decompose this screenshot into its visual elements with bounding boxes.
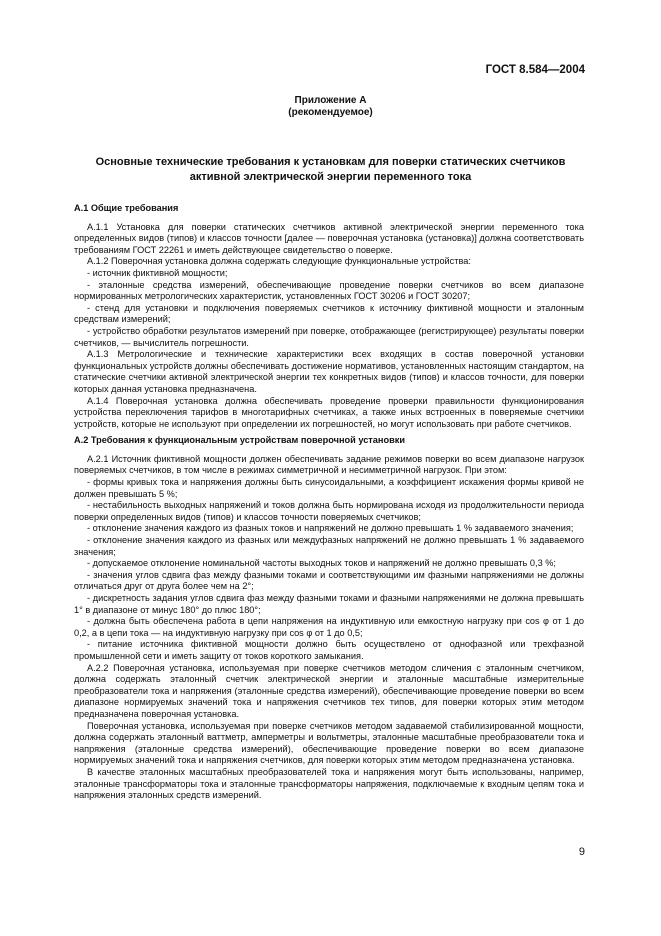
paragraph: В качестве эталонных масштабных преобразователей тока и напряжения могут быть использованы, например, эталонные трансформаторы тока и эталонные трансформаторы напряжения, подключаемые к входным цепям тока и напряжения эталонных средств измерений. — [74, 766, 584, 801]
document-body — [74, 203, 584, 802]
appendix-title — [0, 155, 661, 185]
list-item: - значения углов сдвига фаз между фазными токами и соответствующими им фазными напряжениями не должны отличаться друг от друга более чем на 2°; — [74, 569, 584, 592]
paragraph: А.1.3 Метрологические и технические характеристики всех входящих в состав поверочной установки функциональных устройств должны обеспечивать достижение нормативов, установленных настоящим стандартом, на статические счетчики активной электрической энергии тех конкретных видов (типов) и классов точности, для поверки которых данная установка предназначена. — [74, 349, 584, 394]
section-heading-a1: А.1 Общие требования — [74, 203, 179, 213]
list-item: - питание источника фиктивной мощности должно быть осуществлено от однофазной или трехфазной промышленной сети и иметь защиту от токов короткого замыкания. — [74, 639, 584, 661]
list-item: - эталонные средства измерений, обеспечивающие проведение поверки счетчиков во всем диапазоне нормированных метрологических характеристик, установленных ГОСТ 30206 и ГОСТ 30207; — [74, 279, 584, 302]
list-item: - должна быть обеспечена работа в цепи напряжения на индуктивную или емкостную нагрузку при cos φ от 1 до 0,2, а в цепи тока — на индуктивную нагрузку при cos φ от 1 до 0,5; — [74, 616, 584, 638]
paragraph: А.2.1 Источник фиктивной мощности должен обеспечивать задание режимов поверки во всем диапазоне нагрузок поверяемых счетчиков, в том числе в режимах симметричной и несимметричной нагрузок. При этом: — [74, 453, 584, 476]
section-heading-a2: А.2 Требования к функциональным устройствам поверочной установки — [74, 435, 405, 446]
standard-designation: ГОСТ 8.584—2004 — [485, 64, 585, 76]
title-line-2: активной электрической энергии переменного тока — [189, 171, 472, 183]
page-number: 9 — [578, 846, 585, 858]
appendix-note: (рекомендуемое) — [288, 107, 373, 118]
appendix-label: Приложение А — [294, 95, 367, 106]
list-item: - отклонение значения каждого из фазных или междуфазных напряжений не должно превышать 1 % задаваемого значения; — [74, 535, 584, 557]
appendix-heading — [0, 95, 661, 119]
paragraph: А.1.4 Поверочная установка должна обеспечивать проведение проверки правильности функционирования устройства переключения тарифов в многотарифных счетчиках, а также иных встроенных в поверяемые счетчики устройств, которые не используют при определении их погрешностей, но могут использовать при работе счетчиков. — [74, 395, 584, 429]
list-item: - дискретность задания углов сдвига фаз между фазными токами и фазными напряжениями не должна превышать 1° в диапазоне от минус 180° до плюс 180°; — [74, 593, 584, 615]
list-item: - устройство обработки результатов измерений при поверке, отображающее (регистрирующее) результаты поверки счетчиков, — вычислитель погрешности. — [74, 325, 584, 348]
paragraph: А.1.2 Поверочная установка должна содержать следующие функциональные устройства: — [87, 256, 471, 267]
list-item: - стенд для установки и подключения поверяемых счетчиков к источнику фиктивной мощности и эталонным средствам измерений; — [74, 302, 584, 325]
paragraph: А.2.2 Поверочная установка, используемая при поверке счетчиков методом сличения с эталонным счетчиком, должна содержать эталонный счетчик электрической энергии и эталонные масштабные измерительные преобразователи тока и напряжения (эталонные средства измерений), обеспечивающие проведение поверки во всем диапазоне нормируемых значений тока и напряжения счетчиков тех типов, для поверки которых этим методом предназначена поверочная установка. — [74, 662, 584, 719]
list-item: - допускаемое отклонение номинальной частоты выходных токов и напряжений не должно превышать 0,3 %; — [87, 558, 556, 569]
paragraph: Поверочная установка, используемая при поверке счетчиков методом задаваемой стабилизированной мощности, должна содержать эталонный ваттметр, амперметры и вольтметры, эталонные масштабные преобразователи тока и напряжения (эталонные средства измерений), обеспечивающие проведение поверки во всем диапазоне нормируемых значений тока и напряжения счетчиков, для поверки которых этим методом предназначена установка. — [74, 720, 584, 766]
list-item: - источник фиктивной мощности; — [87, 267, 228, 278]
list-item: - нестабильность выходных напряжений и токов должна быть нормирована исходя из продолжительности периода поверки определенных видов (типов) и классов точности поверяемых счетчиков; — [74, 500, 584, 522]
list-item: - отклонение значения каждого из фазных токов и напряжений не должно превышать 1 % задаваемого значения; — [87, 523, 574, 534]
list-item: - формы кривых тока и напряжения должны быть синусоидальными, а коэффициент искажения формы кривой не должен превышать 5 %; — [74, 477, 584, 499]
title-line-1: Основные технические требования к установкам для поверки статических счетчиков — [95, 156, 566, 168]
paragraph: А.1.1 Установка для поверки статических счетчиков активной электрической энергии переменного тока определенных видов (типов) и классов точности [далее — поверочная установка (установка)] должна соответствовать требованиям ГОСТ 22261 и иметь действующее свидетельство о поверке. — [74, 221, 584, 255]
